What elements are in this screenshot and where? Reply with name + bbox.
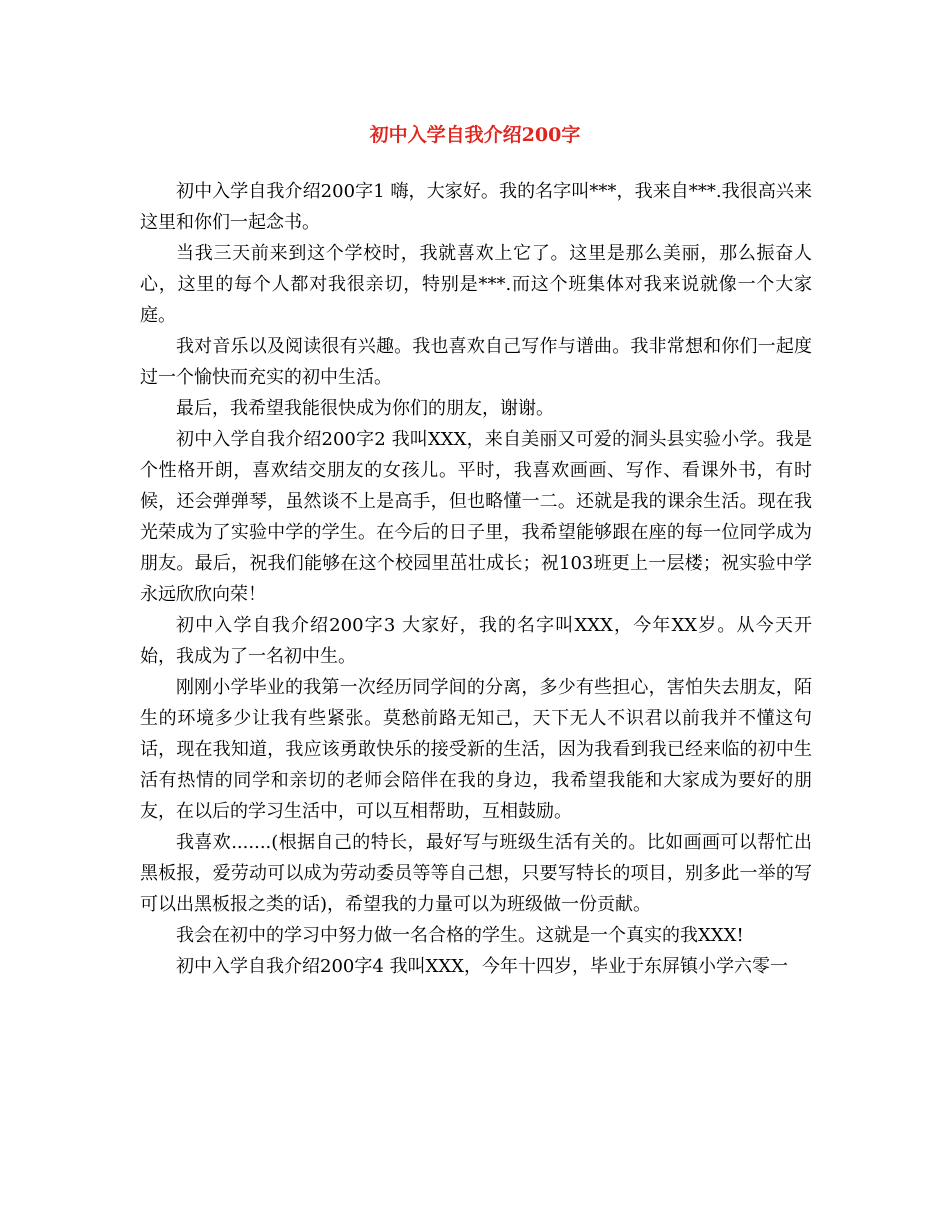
document-title: 初中入学自我介绍200字 (369, 124, 581, 146)
paragraph: 我对音乐以及阅读很有兴趣。我也喜欢自己写作与谱曲。我非常想和你们一起度过一个愉快而充实的初中生活。 (140, 336, 812, 388)
paragraph: 初中入学自我介绍200字4 我叫XXX，今年十四岁，毕业于东屏镇小学六零一 (176, 956, 788, 977)
paragraph: 初中入学自我介绍200字1 嗨，大家好。我的名字叫***，我来自***.我很高兴来这里和你们一起念书。 (140, 181, 812, 233)
paragraph: 刚刚小学毕业的我第一次经历同学间的分离，多少有些担心，害怕失去朋友，陌生的环境多少让我有些紧张。莫愁前路无知己，天下无人不识君以前我并不懂这句话，现在我知道，我应该勇敢快乐的接受新的生活，因为我看到我已经来临的初中生活有热情的同学和亲切的老师会陪伴在我的身边，我希望我能和大家成为要好的朋友，在以后的学习生活中，可以互相帮助，互相鼓励。 (140, 677, 812, 822)
document-body (140, 176, 812, 982)
paragraph: 我喜欢.......(根据自己的特长，最好写与班级生活有关的。比如画画可以帮忙出黑板报，爱劳动可以成为劳动委员等等自己想，只要写特长的项目，别多此一举的写可以出黑板报之类的话)，希望我的力量可以为班级做一份贡献。 (140, 832, 812, 915)
paragraph: 最后，我希望我能很快成为你们的朋友，谢谢。 (176, 398, 554, 419)
paragraph: 初中入学自我介绍200字3 大家好，我的名字叫XXX，今年XX岁。从今天开始，我成为了一名初中生。 (140, 615, 812, 667)
paragraph: 当我三天前来到这个学校时，我就喜欢上它了。这里是那么美丽，那么振奋人心，这里的每个人都对我很亲切，特别是***.而这个班集体对我来说就像一个大家庭。 (140, 243, 812, 326)
paragraph: 我会在初中的学习中努力做一名合格的学生。这就是一个真实的我XXX! (176, 925, 744, 946)
paragraph: 初中入学自我介绍200字2 我叫XXX，来自美丽又可爱的洞头县实验小学。我是个性格开朗，喜欢结交朋友的女孩儿。平时，我喜欢画画、写作、看课外书，有时候，还会弹弹琴，虽然谈不上是高手，但也略懂一二。还就是我的课余生活。现在我光荣成为了实验中学的学生。在今后的日子里，我希望能够跟在座的每一位同学成为朋友。最后，祝我们能够在这个校园里茁壮成长；祝103班更上一层楼；祝实验中学永远欣欣向荣！ (140, 429, 812, 605)
